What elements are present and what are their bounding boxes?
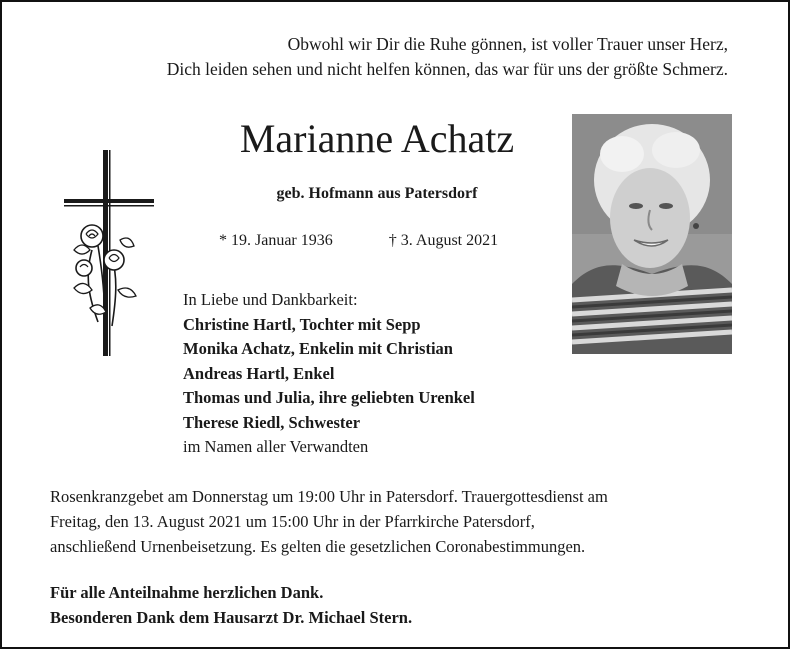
birth-name-origin: geb. Hofmann aus Patersdorf bbox=[276, 185, 478, 202]
mourners-list bbox=[183, 288, 475, 460]
mourners-closing: im Namen aller Verwandten bbox=[183, 437, 369, 456]
mourner-entry: Christine Hartl, Tochter mit Sepp bbox=[183, 314, 421, 334]
mourners-intro: In Liebe und Dankbarkeit: bbox=[183, 290, 358, 309]
service-line: Rosenkranzgebet am Donnerstag um 19:00 Uhr in Patersdorf. Trauergottesdienst am bbox=[50, 487, 608, 506]
poem-line: Obwohl wir Dir die Ruhe gönnen, ist voller Trauer unser Herz, bbox=[287, 34, 728, 54]
mourner-entry: Andreas Hartl, Enkel bbox=[183, 363, 335, 383]
mourner-entry: Monika Achatz, Enkelin mit Christian bbox=[183, 339, 453, 358]
mourner-entry: Thomas und Julia, ihre geliebten Urenkel bbox=[183, 388, 475, 407]
service-line: anschließend Urnenbeisetzung. Es gelten die gesetzlichen Coronabestimmungen. bbox=[50, 537, 586, 556]
mourner-entry: Therese Riedl, Schwester bbox=[183, 412, 361, 432]
death-date: † 3. August 2021 bbox=[388, 232, 499, 249]
thanks-note bbox=[50, 580, 412, 630]
thanks-line: Für alle Anteilnahme herzlichen Dank. bbox=[50, 583, 324, 602]
memorial-poem bbox=[167, 32, 728, 82]
service-line: Freitag, den 13. August 2021 um 15:00 Uhr in der Pfarrkirche Patersdorf, bbox=[50, 512, 535, 531]
thanks-line: Besonderen Dank dem Hausarzt Dr. Michael Stern. bbox=[50, 608, 413, 627]
poem-line: Dich leiden sehen und nicht helfen können, das war für uns der größte Schmerz. bbox=[166, 59, 728, 79]
life-dates bbox=[219, 232, 498, 250]
deceased-name: Marianne Achatz bbox=[239, 116, 515, 161]
portrait-photo bbox=[572, 114, 732, 354]
cross-with-roses-icon bbox=[60, 150, 156, 358]
birth-date: * 19. Januar 1936 bbox=[219, 232, 333, 249]
service-info bbox=[50, 484, 750, 559]
